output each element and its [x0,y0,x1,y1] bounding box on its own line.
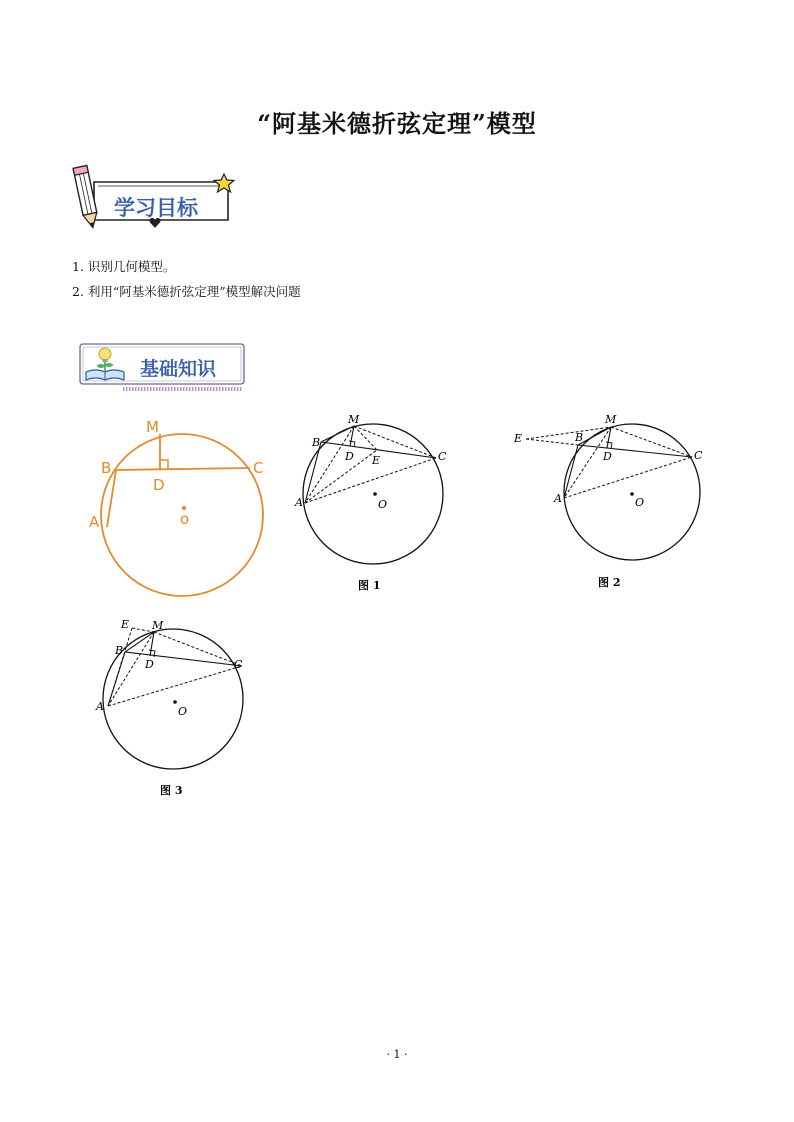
sketch-label-o: o [180,510,190,528]
figure-2 [510,408,710,598]
figure-3-caption: 图 3 [160,784,183,797]
sketch-label-d: D [153,476,165,494]
sketch-label-m: M [146,418,159,436]
page-number: · 1 · [386,1048,408,1061]
svg-text:B: B [312,436,321,449]
figure-3 [88,612,258,802]
svg-text:O: O [635,496,645,509]
svg-text:M: M [348,413,360,426]
page-title: “阿基米德折弦定理”模型 [257,109,537,138]
figure-1-caption: 图 1 [358,579,381,592]
svg-text:C: C [438,450,447,463]
sketch-label-c: C [253,459,264,477]
basics-label: 基础知识 [140,358,217,380]
svg-text:C: C [234,658,243,671]
sketch-chord-bc [116,468,250,470]
svg-text:A: A [295,496,303,509]
svg-text:D: D [603,450,612,463]
svg-text:A: A [554,492,562,505]
sketch-label-a: A [89,513,100,531]
svg-text:E: E [372,454,381,467]
svg-text:M: M [605,413,617,426]
svg-text:B: B [575,431,584,444]
svg-text:C: C [694,449,703,462]
sketch-right-angle [160,460,168,469]
sketch-chord-ab [107,470,116,527]
svg-text:M: M [152,619,164,632]
svg-text:O: O [378,498,388,511]
sketch-label-b: B [101,459,112,477]
sketch-figure [80,412,280,597]
learning-goals-label: 学习目标 [114,196,198,220]
figure-2-caption: 图 2 [598,576,621,589]
svg-text:D: D [145,658,154,671]
svg-text:O: O [178,705,188,718]
figure-1 [290,408,460,598]
goal-item-2: 2. 利用“阿基米德折弦定理”模型解决问题 [72,284,301,299]
svg-text:E: E [514,432,523,445]
svg-text:B: B [115,644,124,657]
svg-text:E: E [121,618,130,631]
svg-text:A: A [96,700,104,713]
svg-text:D: D [345,450,354,463]
goal-item-1: 1. 识别几何模型。 [72,259,176,274]
